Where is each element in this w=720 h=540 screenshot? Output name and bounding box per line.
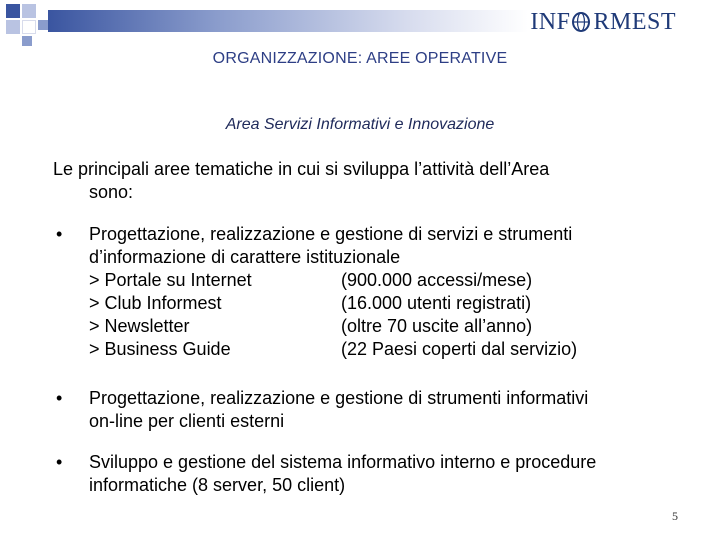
intro-line: Le principali aree tematiche in cui si sviluppa l’attività dell’Area [53, 159, 550, 179]
bullet-text [89, 223, 689, 361]
bullet-symbol: • [56, 388, 63, 408]
bullet-line: informatiche (8 server, 50 client) [89, 475, 346, 495]
service-row [89, 338, 689, 361]
bullet-line: Progettazione, realizzazione e gestione di strumenti informativi [89, 388, 589, 408]
service-name: > Club Informest [89, 293, 222, 313]
service-name: > Newsletter [89, 316, 190, 336]
bullet-symbol: • [56, 224, 63, 244]
slide-title: ORGANIZZAZIONE: AREE OPERATIVE [212, 50, 508, 67]
service-name: > Portale su Internet [89, 270, 252, 290]
logo-text-end: RMEST [593, 8, 676, 35]
service-detail: (900.000 accessi/mese) [341, 270, 533, 290]
service-row [89, 315, 689, 338]
bullet-text [89, 387, 689, 433]
informest-logo [530, 8, 676, 36]
bullet-symbol: • [56, 452, 63, 472]
bullet-line: on-line per clienti esterni [89, 411, 285, 431]
bullet-line: d’informazione di carattere istituzionale [89, 247, 401, 267]
logo-text-start: INF [530, 8, 571, 35]
service-detail: (oltre 70 uscite all’anno) [341, 316, 533, 336]
slide-subtitle: Area Servizi Informativi e Innovazione [225, 116, 495, 133]
intro-line-continued: sono: [89, 182, 134, 202]
service-detail: (22 Paesi coperti dal servizio) [341, 339, 578, 359]
header-gradient-bar [48, 10, 528, 32]
service-row [89, 269, 689, 292]
globe-icon [571, 11, 591, 33]
bullet-line: Progettazione, realizzazione e gestione di servizi e strumenti [89, 224, 573, 244]
service-detail: (16.000 utenti registrati) [341, 293, 532, 313]
intro-paragraph [53, 158, 693, 204]
bullet-text [89, 451, 689, 497]
service-row [89, 292, 689, 315]
service-name: > Business Guide [89, 339, 231, 359]
bullet-line: Sviluppo e gestione del sistema informativo interno e procedure [89, 452, 597, 472]
page-number: 5 [672, 509, 678, 523]
